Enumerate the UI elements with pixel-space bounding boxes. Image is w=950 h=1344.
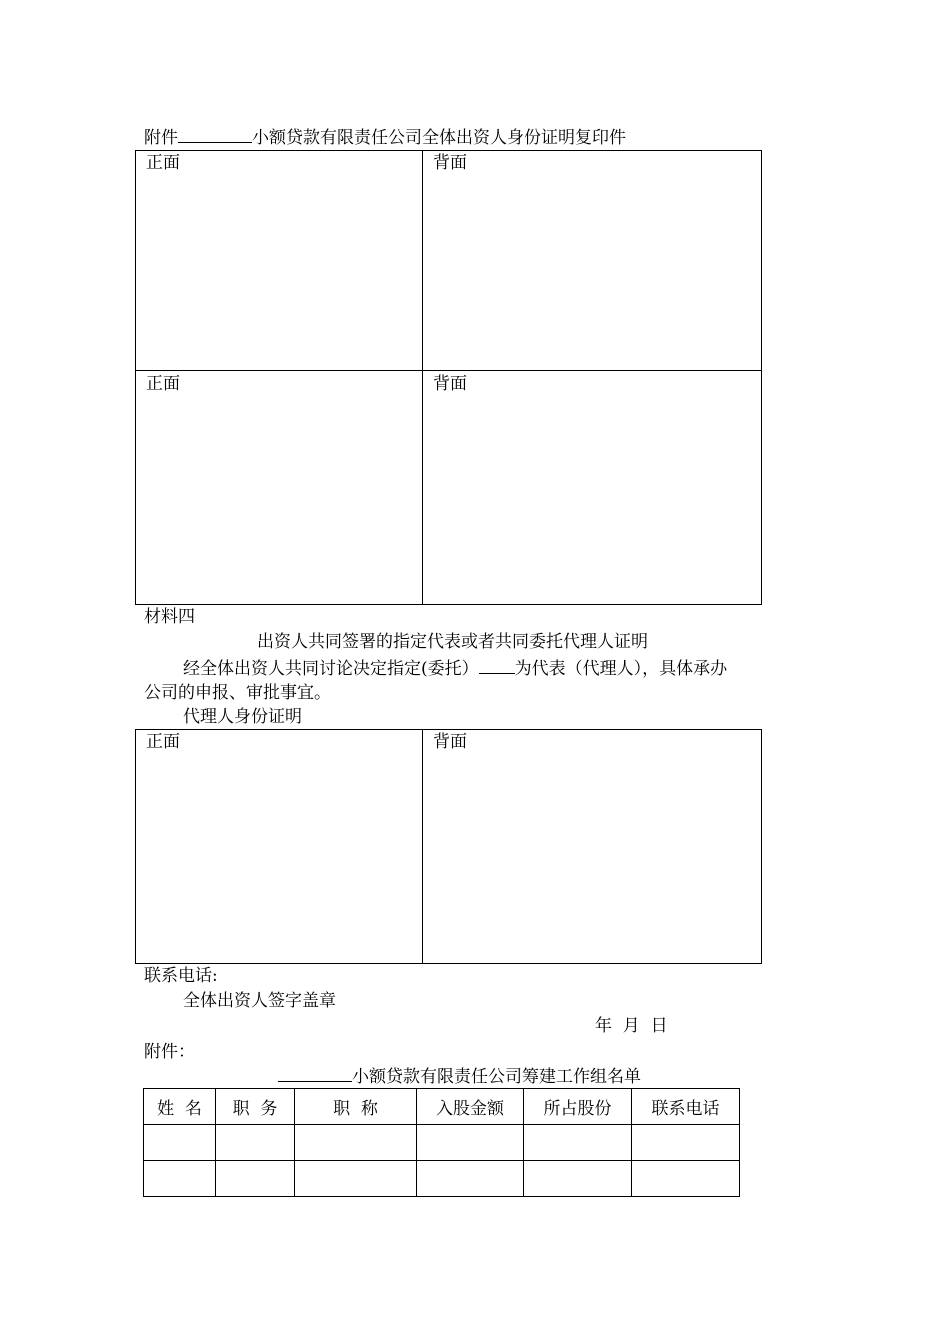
id-back-label: 背面 <box>433 153 467 173</box>
signature-label: 全体出资人签字盖章 <box>183 991 336 1011</box>
id-front-label: 正面 <box>146 374 180 394</box>
date-label: 年 月 日 <box>595 1016 668 1036</box>
designation-paragraph-line1: 经全体出资人共同讨论决定指定(委托） 为代表（代理人），具体承办 <box>183 659 728 679</box>
header-name: 姓 名 <box>144 1089 216 1125</box>
representative-name-blank <box>479 657 515 674</box>
table-cell <box>417 1161 524 1197</box>
table-header-row <box>144 1089 740 1125</box>
table-row <box>144 1125 740 1161</box>
company-name-blank <box>278 1065 352 1082</box>
agent-front-label: 正面 <box>146 732 180 752</box>
material4-label: 材料四 <box>144 607 195 627</box>
company-name-blank <box>178 126 252 143</box>
table-cell <box>216 1125 295 1161</box>
row-divider <box>136 370 761 371</box>
agent-id-box <box>135 729 762 964</box>
table-cell <box>524 1125 632 1161</box>
column-divider <box>422 151 423 604</box>
working-group-roster-table <box>143 1088 740 1197</box>
annex2-label: 附件： <box>144 1042 195 1062</box>
agent-back-label: 背面 <box>433 732 467 752</box>
table-cell <box>144 1161 216 1197</box>
table-cell <box>295 1125 417 1161</box>
investor-id-copies-box <box>135 150 762 605</box>
annex1-title-prefix: 附件 <box>144 128 178 148</box>
column-divider <box>422 730 423 963</box>
table-cell <box>524 1161 632 1197</box>
id-back-label: 背面 <box>433 374 467 394</box>
table-cell <box>144 1125 216 1161</box>
agent-id-label: 代理人身份证明 <box>183 707 302 727</box>
annex1-title <box>144 126 626 149</box>
annex2-title: 小额贷款有限责任公司筹建工作组名单 <box>278 1065 641 1088</box>
header-investment-amount: 入股金额 <box>417 1089 524 1125</box>
table-cell <box>295 1161 417 1197</box>
header-contact-phone: 联系电话 <box>632 1089 740 1125</box>
id-front-label: 正面 <box>146 153 180 173</box>
table-cell <box>632 1125 740 1161</box>
header-title: 职 称 <box>295 1089 417 1125</box>
table-row <box>144 1161 740 1197</box>
contact-phone-label: 联系电话: <box>144 966 218 986</box>
table-cell <box>632 1161 740 1197</box>
table-cell <box>417 1125 524 1161</box>
header-position: 职 务 <box>216 1089 295 1125</box>
header-share-percentage: 所占股份 <box>524 1089 632 1125</box>
material4-title: 出资人共同签署的指定代表或者共同委托代理人证明 <box>257 632 648 652</box>
annex1-title-suffix: 小额贷款有限责任公司全体出资人身份证明复印件 <box>252 128 626 148</box>
designation-paragraph-line2: 公司的申报、审批事宜。 <box>144 683 331 703</box>
table-cell <box>216 1161 295 1197</box>
